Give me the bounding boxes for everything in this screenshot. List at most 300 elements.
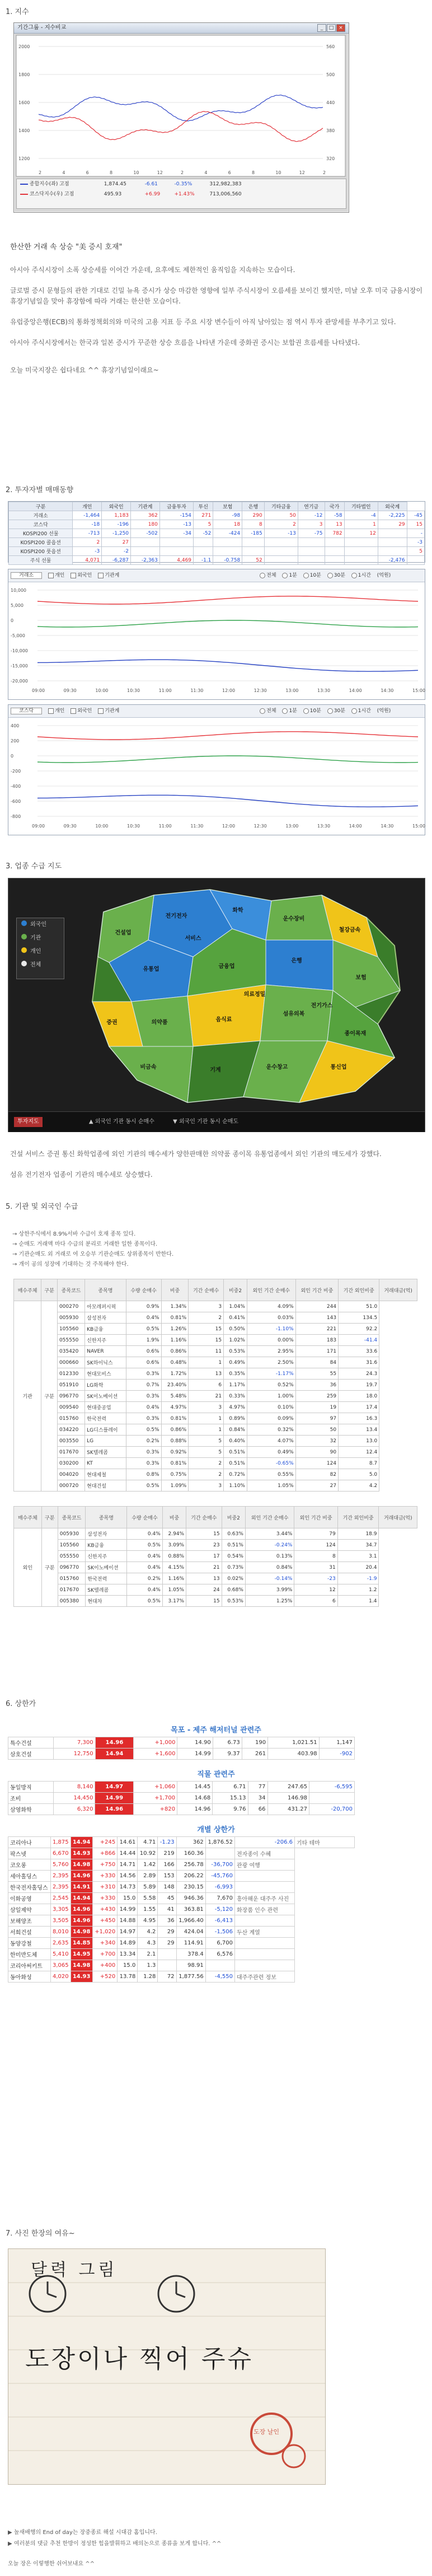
table-cell: 13.34 [118, 1949, 138, 1960]
table-cell: 1,183 [102, 511, 131, 520]
table-cell: 5,760 [50, 1859, 71, 1871]
map-region-label[interactable]: 운수장비 [283, 916, 305, 922]
table-cell [205, 1848, 234, 1859]
map-paragraph: 건설 서비스 증권 통신 화학업종에 외인 기관의 매수세가 양한판매한 의약품 종이목 유통업종에서 외인 기관의 매도세가 강했다. [10, 1150, 382, 1158]
x-tick: 14:30 [381, 824, 394, 829]
table-cell [298, 556, 325, 565]
radio-all[interactable]: 전체 [260, 573, 276, 578]
table-cell: 5.58 [138, 1893, 158, 1904]
table-cell: 97 [295, 1413, 338, 1424]
table-cell: 4.97% [161, 1402, 189, 1413]
theme-note [235, 1938, 295, 1949]
radio-10min[interactable]: 10분 [303, 708, 321, 714]
table-cell: 0.63% [222, 1528, 245, 1540]
table-cell: 035420 [57, 1346, 84, 1357]
table-cell: 055550 [58, 1551, 86, 1562]
table-cell: 2 [189, 1469, 224, 1480]
table-cell: 31.6 [339, 1357, 379, 1368]
map-region-label[interactable]: 기계 [210, 1067, 221, 1073]
flow-note: → 순매도 거래액 마다 수급의 분리로 거래한 일한 종목이다. [12, 1241, 158, 1247]
table-cell: 14.61 [118, 1837, 138, 1848]
checkbox-foreign[interactable]: 외국인 [71, 573, 92, 578]
map-region-label[interactable]: 서비스 [185, 936, 201, 942]
x-tick: 13:30 [317, 824, 331, 829]
table-cell [264, 547, 298, 556]
market-select[interactable]: 코스닥 [11, 708, 42, 714]
stock-name[interactable]: 현대차 [86, 1596, 127, 1607]
table-cell: 0.00% [247, 1335, 295, 1346]
table-cell: -45,760 [205, 1871, 234, 1882]
map-region-label[interactable]: 의료정밀 [243, 992, 266, 998]
table-row [8, 1848, 355, 1859]
table-cell: 6,670 [50, 1848, 71, 1859]
table-cell: -41.4 [339, 1335, 379, 1346]
table-cell: -502 [131, 529, 160, 538]
table-row [14, 1447, 417, 1458]
stock-name[interactable]: KB금융 [85, 1324, 126, 1335]
table-cell: 096770 [58, 1562, 86, 1573]
stock-name[interactable]: 한국전력 [85, 1413, 126, 1424]
table-cell: 004020 [57, 1469, 84, 1480]
table-cell: 3.44% [245, 1528, 294, 1540]
stock-name[interactable]: 동양강철 [8, 1938, 51, 1949]
map-region-label[interactable]: 보험 [355, 975, 367, 981]
table-cell [242, 547, 265, 556]
table-cell: 55 [295, 1368, 338, 1380]
row-label: 거래소 [9, 511, 73, 520]
card-handwriting: 도장이나 찍어 주슈 [25, 2345, 254, 2373]
table-cell: 005380 [58, 1596, 86, 1607]
radio-1hour[interactable]: 1시간 [351, 708, 371, 714]
table-cell: 0.51% [224, 1447, 247, 1458]
institution-table-wrap [13, 1279, 417, 1607]
table-row [14, 1540, 417, 1551]
checkbox-individual[interactable]: 개인 [48, 708, 64, 714]
radio-1min[interactable]: 1분 [282, 573, 297, 578]
map-region-label[interactable]: 철강금속 [339, 927, 361, 933]
stock-name[interactable]: SK텔레콤 [86, 1584, 127, 1596]
x-tick: 12 [299, 170, 305, 175]
radio-all[interactable]: 전체 [260, 708, 276, 714]
table-cell: 2,635 [50, 1938, 71, 1949]
maximize-icon[interactable]: □ [327, 24, 336, 32]
table-cell: -5,120 [205, 1904, 234, 1915]
theme-table [8, 1836, 355, 1983]
table-cell: 98.91 [176, 1960, 205, 1971]
stock-name[interactable]: 신한지주 [85, 1335, 126, 1346]
table-cell: -902 [319, 1748, 354, 1760]
stock-name[interactable]: 삼성전자 [85, 1312, 126, 1324]
chart-toolbar [8, 705, 425, 718]
table-cell: 17 [186, 1551, 222, 1562]
table-cell: -2,225 [378, 511, 407, 520]
stock-name[interactable]: 아모레퍼시픽 [85, 1301, 126, 1312]
intro-paragraph: 유럽중앙은행(ECB)의 통화정책회의와 미국의 고용 지표 등 주요 시장 변수들이 아직 남아있는 점 역시 투자 관망세를 부추기고 있다. [10, 318, 396, 326]
table-cell: 29 [158, 1927, 176, 1938]
minimize-icon[interactable]: _ [317, 24, 326, 32]
table-cell: 0.72% [224, 1469, 247, 1480]
table-cell: 0.3% [126, 1458, 161, 1469]
table-cell: 124 [294, 1540, 337, 1551]
table-cell: 4,469 [159, 556, 193, 565]
stock-name[interactable]: KB금융 [86, 1540, 127, 1551]
table-cell [213, 547, 242, 556]
table-cell: 14.56 [118, 1871, 138, 1882]
table-cell: 256.78 [176, 1859, 205, 1871]
table-cell: +1,700 [134, 1793, 177, 1804]
x-tick: 14:00 [349, 824, 362, 829]
table-cell: 0.33% [224, 1391, 247, 1402]
table-cell [298, 547, 325, 556]
table-cell: -12 [298, 511, 325, 520]
table-cell: 1.2 [337, 1584, 379, 1596]
table-cell: 21 [189, 1391, 224, 1402]
index-compare-window [13, 22, 349, 213]
table-cell: -1,464 [73, 511, 102, 520]
upper-limit-tables [8, 1724, 424, 1991]
table-cell: 34.7 [337, 1540, 379, 1551]
table-row [8, 1893, 355, 1904]
table-cell: +245 [92, 1837, 118, 1848]
table-cell: 1.16% [161, 1335, 189, 1346]
x-tick: 10:00 [95, 688, 109, 693]
map-region-label[interactable]: 은행 [291, 958, 302, 964]
table-cell [378, 547, 407, 556]
table-cell: 0.4% [126, 1402, 161, 1413]
table-cell: 2.50% [247, 1357, 295, 1368]
checkbox-institution[interactable]: 기관계 [98, 708, 119, 714]
checkbox-institution[interactable]: 기관계 [98, 573, 119, 578]
table-cell: 14.94 [95, 1748, 134, 1760]
footer-up-icon: ▲ [88, 1119, 93, 1125]
close-icon[interactable]: × [336, 24, 345, 32]
y-tick-right: 500 [326, 72, 335, 77]
map-region-label[interactable]: 통신업 [330, 1064, 347, 1070]
map-region-label[interactable]: 섬유의복 [283, 1011, 305, 1017]
table-cell: 261 [242, 1748, 267, 1760]
table-cell: 2 [264, 520, 298, 529]
table-cell [378, 538, 407, 547]
section-title-index: 1. 지수 [6, 8, 29, 16]
table-cell: 146.98 [267, 1793, 309, 1804]
x-tick: 14:00 [349, 688, 362, 693]
table-cell: +400 [92, 1960, 118, 1971]
legend-item-institution: 기관 [17, 932, 64, 945]
radio-30min[interactable]: 30분 [327, 708, 345, 714]
stock-name[interactable]: 이화공영 [8, 1893, 51, 1904]
stock-name[interactable]: 조비 [8, 1793, 54, 1804]
table-cell: 247.65 [267, 1782, 309, 1793]
stock-name[interactable]: 팍스넷 [8, 1848, 51, 1859]
section-title-investor: 2. 투자자별 매매동향 [6, 486, 74, 494]
closing-line: ▶ 여러분의 댓글 추천 한방이 정성한 힘을발휘하고 배의논으로 종류을 보게 합니다. ^^ [8, 2541, 222, 2547]
table-cell: 84 [295, 1357, 338, 1368]
table-cell: 13 [186, 1573, 222, 1584]
table-row [8, 1748, 355, 1760]
stock-name[interactable]: SK텔레콤 [85, 1447, 126, 1458]
table-cell: 206.22 [176, 1871, 205, 1882]
checkbox-individual[interactable]: 개인 [48, 573, 64, 578]
table-row [14, 1357, 417, 1368]
table-row [8, 1938, 355, 1949]
table-cell: -1.10% [247, 1324, 295, 1335]
table-cell: 271 [194, 511, 213, 520]
map-region-label[interactable]: 전기가스 [311, 1003, 333, 1009]
theme-note [235, 1882, 295, 1893]
map-region-label[interactable]: 비금속 [140, 1064, 157, 1070]
table-cell: 50 [264, 511, 298, 520]
table-cell: -4,550 [205, 1971, 234, 1983]
table-cell [205, 1960, 234, 1971]
stock-name[interactable]: 특수건설 [8, 1737, 54, 1748]
table-cell: 105560 [58, 1540, 86, 1551]
legend-item-foreign: 외국인 [17, 918, 64, 932]
table-row [8, 1960, 355, 1971]
table-row [14, 1424, 417, 1436]
closing-notes [8, 2527, 422, 2570]
x-tick: 09:00 [32, 688, 45, 693]
table-cell: -1,250 [102, 529, 131, 538]
x-tick: 09:00 [32, 824, 45, 829]
table-cell: 14.96 [71, 1915, 92, 1927]
stock-name[interactable]: 코오롱 [8, 1859, 51, 1871]
table-cell: 13.0 [339, 1436, 379, 1447]
table-cell: 15 [186, 1528, 222, 1540]
table-cell: 134.5 [339, 1312, 379, 1324]
map-region-label[interactable]: 전기전자 [165, 913, 187, 919]
table-cell: 34 [248, 1793, 267, 1804]
table-cell [407, 556, 424, 565]
table-cell: 1,875 [50, 1837, 71, 1848]
table-cell: 1 [189, 1424, 224, 1436]
table-cell: 0.41% [224, 1312, 247, 1324]
table-cell: 1.55 [138, 1904, 158, 1915]
table-cell [344, 556, 378, 565]
table-cell: 14.71 [118, 1859, 138, 1871]
stock-name[interactable]: 현대중공업 [85, 1402, 126, 1413]
table-cell: 21 [186, 1562, 222, 1573]
table-cell: 1,876.52 [205, 1837, 234, 1848]
table-cell: 051910 [57, 1380, 84, 1391]
table-row [9, 511, 425, 520]
table-cell: -2,476 [378, 556, 407, 565]
table-cell: 2.94% [162, 1528, 186, 1540]
table-cell: 0.6% [126, 1357, 161, 1368]
map-region-label[interactable]: 화학 [232, 908, 243, 914]
table-cell: 4.2 [138, 1927, 158, 1938]
table-cell: 6,700 [205, 1938, 234, 1949]
table-cell: 90 [295, 1447, 338, 1458]
stock-name[interactable]: 코리아써키트 [8, 1960, 51, 1971]
table-cell: 1,147 [319, 1737, 354, 1748]
table-cell: 1 [344, 520, 378, 529]
table-cell: 015760 [58, 1573, 86, 1584]
table-cell: -34 [159, 529, 193, 538]
table-cell: -1,506 [205, 1927, 234, 1938]
table-cell: 27 [295, 1480, 338, 1492]
table-cell: 33.6 [339, 1346, 379, 1357]
stock-name[interactable]: SK이노베이션 [85, 1391, 126, 1402]
table-cell: 5 [407, 547, 424, 556]
section-title-map: 3. 업종 수급 지도 [6, 862, 62, 871]
stock-name[interactable]: 삼성전자 [86, 1528, 127, 1540]
table-cell: +330 [92, 1871, 118, 1882]
stock-name[interactable]: 동일방직 [8, 1782, 54, 1793]
table-cell: -2 [102, 547, 131, 556]
stock-name[interactable]: NAVER [85, 1346, 126, 1357]
flow-note: → 개이 공의 성장에 기대하는 것 주목해야 한다. [12, 1261, 129, 1268]
table-row [8, 1915, 355, 1927]
table-cell: 15 [189, 1335, 224, 1346]
stock-name[interactable]: 현대모비스 [85, 1368, 126, 1380]
map-region-label[interactable]: 음식료 [215, 1017, 232, 1023]
radio-10min[interactable]: 10분 [303, 573, 321, 578]
table-cell: 012330 [57, 1368, 84, 1380]
table-cell: 0.48% [161, 1357, 189, 1368]
table-row [8, 1837, 355, 1848]
y-tick-left: 1200 [18, 156, 30, 161]
table-cell: 14.98 [71, 1927, 92, 1938]
stock-name[interactable]: 한미반도체 [8, 1949, 51, 1960]
table-cell: 055550 [57, 1335, 84, 1346]
group-sub-cell: 구분 [41, 1528, 58, 1607]
table-cell: 5.48% [161, 1391, 189, 1402]
unit-label: (억원) [377, 708, 391, 714]
table-cell: 1.25% [245, 1596, 294, 1607]
map-legend [16, 918, 64, 979]
table-row [14, 1584, 417, 1596]
table-cell: 0.75% [161, 1469, 189, 1480]
checkbox-foreign[interactable]: 외국인 [71, 708, 92, 714]
table-cell: 4.95 [138, 1915, 158, 1927]
theme-table [8, 1737, 355, 1760]
x-tick: 2 [323, 170, 326, 175]
table-cell: 1.09% [161, 1480, 189, 1492]
table-cell: 1,021.51 [268, 1737, 320, 1748]
stock-name[interactable]: 보해양조 [8, 1915, 51, 1927]
table-cell: 6 [294, 1596, 337, 1607]
table-cell: 0.10% [247, 1402, 295, 1413]
radio-30min[interactable]: 30분 [327, 573, 345, 578]
market-select[interactable]: 거래소 [11, 572, 42, 579]
stock-name[interactable]: 코리아나 [8, 1837, 51, 1848]
table-cell: 14.96 [71, 1871, 92, 1882]
table-cell: -98 [213, 511, 242, 520]
table-cell: 0.5% [127, 1540, 162, 1551]
stock-name[interactable]: LG화학 [85, 1380, 126, 1391]
table-cell [242, 538, 265, 547]
table-cell: 14.91 [71, 1882, 92, 1893]
table-cell: 2 [189, 1312, 224, 1324]
map-region-label[interactable]: 유통업 [143, 966, 159, 973]
table-cell: 4,020 [50, 1971, 71, 1983]
table-cell: 0.09% [247, 1413, 295, 1424]
stock-name[interactable]: 삼영화학 [8, 1804, 54, 1815]
x-tick: 09:30 [63, 688, 77, 693]
table-cell: 166 [158, 1859, 176, 1871]
stock-name[interactable]: LG [85, 1436, 126, 1447]
stock-name[interactable]: LG디스플레이 [85, 1424, 126, 1436]
stock-name[interactable]: SK이노베이션 [86, 1562, 127, 1573]
table-cell [378, 529, 407, 538]
radio-1min[interactable]: 1분 [282, 708, 297, 714]
table-cell: 2 [73, 538, 102, 547]
stock-name[interactable]: 동아화성 [8, 1971, 51, 1983]
table-row [8, 1904, 355, 1915]
table-cell: 4.07% [247, 1436, 295, 1447]
theme-title: 직물 관련주 [197, 1770, 235, 1779]
table-cell: 14.96 [177, 1804, 213, 1815]
table-cell [309, 1793, 355, 1804]
sector-flow-map [8, 878, 425, 1132]
table-cell: 14,450 [53, 1793, 95, 1804]
x-tick: 8 [252, 170, 255, 175]
y-tick: 0 [11, 754, 14, 759]
stock-name[interactable]: 현대건설 [85, 1480, 126, 1492]
table-cell: 15.13 [213, 1793, 248, 1804]
stock-name[interactable]: 한국전자홀딩스 [8, 1882, 51, 1893]
table-cell: 0.53% [224, 1346, 247, 1357]
table-cell: 3.09% [162, 1540, 186, 1551]
table-cell: 1.42 [138, 1859, 158, 1871]
x-tick: 2 [39, 170, 42, 175]
y-tick-left: 1400 [18, 128, 30, 133]
table-cell: 2,545 [50, 1893, 71, 1904]
table-cell: 32 [295, 1436, 338, 1447]
table-cell: 6,576 [205, 1949, 234, 1960]
stock-name[interactable]: 현대제철 [85, 1469, 126, 1480]
photo-card [8, 2248, 326, 2485]
table-cell: -6,993 [205, 1882, 234, 1893]
table-cell: 017670 [57, 1447, 84, 1458]
stock-name[interactable]: 세아홀딩스 [8, 1871, 51, 1882]
table-cell [158, 1949, 176, 1960]
table-cell: -36,700 [205, 1859, 234, 1871]
stock-name[interactable]: KT [85, 1458, 126, 1469]
table-header-row: 구분 개인 외국인 기관계 금융투자 투신 보험 은행 기타금융 연기금 국가 기타법인 외국계 [9, 502, 425, 511]
stock-name[interactable]: 신한지주 [86, 1551, 127, 1562]
map-region-label[interactable]: 의약품 [151, 1020, 168, 1026]
table-cell: 1.05% [162, 1584, 186, 1596]
radio-1hour[interactable]: 1시간 [351, 573, 371, 578]
map-region-label[interactable]: 종이목재 [344, 1031, 367, 1037]
stock-name[interactable]: 삼호건설 [8, 1748, 54, 1760]
stock-name[interactable]: 삼일제약 [8, 1904, 51, 1915]
y-tick-left: 2000 [18, 44, 30, 49]
stock-name[interactable]: SK하이닉스 [85, 1357, 126, 1368]
map-region-label[interactable]: 증권 [106, 1020, 118, 1026]
x-tick: 6 [86, 170, 89, 175]
y-tick: -5,000 [11, 633, 25, 638]
legend-swatch-kosdaq [20, 194, 28, 195]
table-cell: 12 [344, 529, 378, 538]
stock-name[interactable]: 서희건설 [8, 1927, 51, 1938]
table-cell: +1,060 [134, 1782, 177, 1793]
table-cell: +520 [92, 1971, 118, 1983]
table-cell: 14.45 [177, 1782, 213, 1793]
table-cell: 4.2 [339, 1480, 379, 1492]
table-cell: 0.68% [222, 1584, 245, 1596]
table-cell: 13 [189, 1368, 224, 1380]
stock-name[interactable]: 한국전력 [86, 1573, 127, 1584]
table-cell: 259 [295, 1391, 338, 1402]
map-region-label[interactable]: 금융업 [218, 964, 235, 970]
map-region-label[interactable]: 운수창고 [266, 1064, 288, 1070]
map-region-label[interactable]: 건설업 [115, 930, 132, 936]
table-cell: +1,600 [134, 1748, 177, 1760]
table-cell: 92.2 [339, 1324, 379, 1335]
table-cell: 15 [407, 520, 424, 529]
